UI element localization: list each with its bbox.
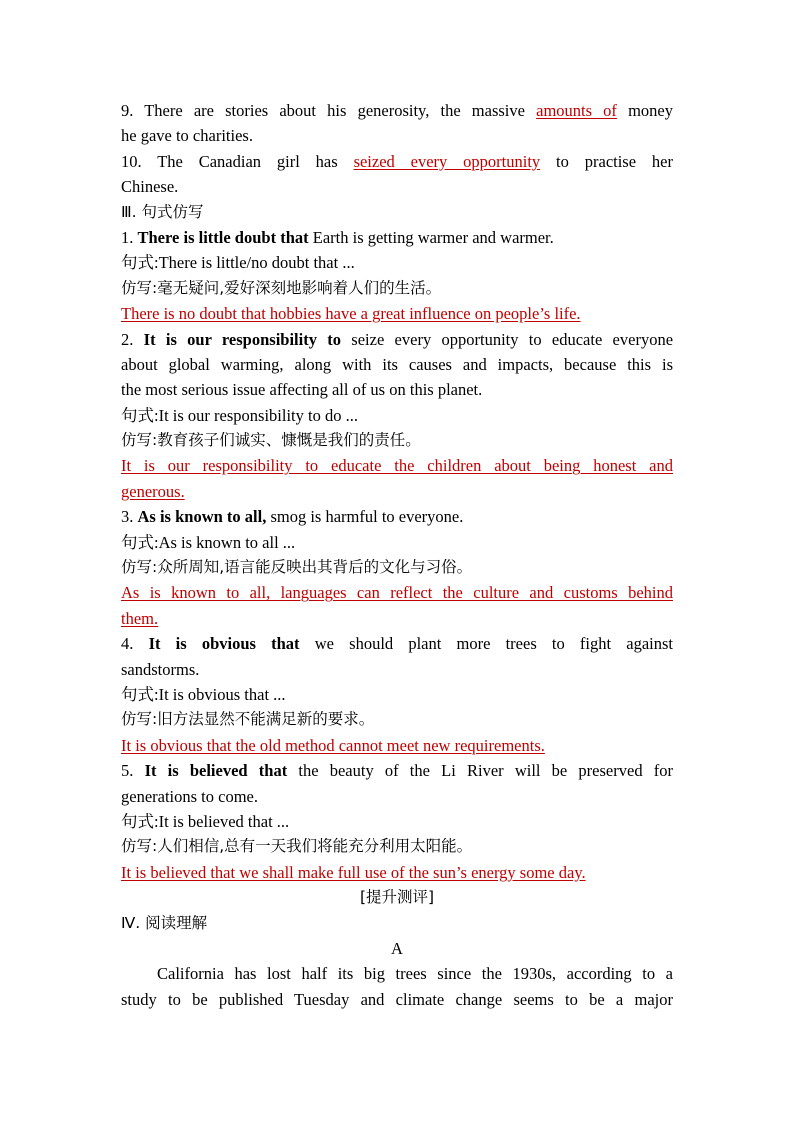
sentence-2-answer-line-1: It is our responsibility to educate the children about being honest and [121,456,673,476]
sentence-4-line-1: 4. It is obvious that we should plant more trees to fight against [121,634,673,654]
sentence-2-answer-line-2: generous. [121,481,185,501]
sentence-2-line-2: about global warming, along with its causes and impacts, because this is [121,354,673,374]
sentence-2-line-3: the most serious issue affecting all of us on this planet. [121,380,483,400]
passage-label: A [391,938,403,958]
sentence-1-pattern: 句式:There is little/no doubt that ... [121,253,355,273]
sentence-5-line-2: generations to come. [121,786,258,806]
sentence-1-prompt: 仿写:毫无疑问,爱好深刻地影响着人们的生活。 [121,278,442,297]
sentence-5-prompt: 仿写:人们相信,总有一天我们将能充分利用太阳能。 [121,837,473,856]
item-9-line-2: he gave to charities. [121,126,253,146]
section-3-heading: Ⅲ. 句式仿写 [121,202,204,221]
sentence-3-answer-line-1: As is known to all, languages can reflect the culture and customs behind [121,583,673,603]
section-4-heading: Ⅳ. 阅读理解 [121,913,208,932]
sentence-4-line-2: sandstorms. [121,659,200,679]
sentence-5-line-1: 5. It is believed that the beauty of the Li River will be preserved for [121,761,673,781]
sentence-3-prompt: 仿写:众所周知,语言能反映出其背后的文化与习俗。 [121,558,473,577]
sentence-3-pattern: 句式:As is known to all ... [121,532,296,552]
sentence-4-answer: It is obvious that the old method cannot meet new requirements. [121,735,545,755]
sentence-5-pattern: 句式:It is believed that ... [121,811,290,831]
sentence-1: 1. There is little doubt that Earth is getting warmer and warmer. [121,227,554,247]
sentence-2-prompt: 仿写:教育孩子们诚实、慷慨是我们的责任。 [121,431,421,450]
item-10-line-1: 10. The Canadian girl has seized every opportunity to practise her [121,151,673,171]
sentence-2-pattern: 句式:It is our responsibility to do ... [121,405,358,425]
sentence-3-answer-line-2: them. [121,608,159,628]
sentence-3: 3. As is known to all, smog is harmful to everyone. [121,507,464,527]
passage-line-2: study to be published Tuesday and climate change seems to be a major [121,989,673,1009]
item-9-answer: amounts of [536,101,617,120]
sentence-4-prompt: 仿写:旧方法显然不能满足新的要求。 [121,710,375,729]
assessment-title: [提升测评] [359,888,435,907]
sentence-4-pattern: 句式:It is obvious that ... [121,684,286,704]
sentence-2-line-1: 2. It is our responsibility to seize every opportunity to educate everyone [121,329,673,349]
item-9-line-1: 9. There are stories about his generosity, the massive amounts of money [121,101,673,120]
sentence-5-answer: It is believed that we shall make full use of the sun’s energy some day. [121,862,586,882]
passage-line-1: California has lost half its big trees since the 1930s, according to a [157,964,673,984]
item-10-answer: seized every opportunity [353,151,541,171]
sentence-1-answer: There is no doubt that hobbies have a great influence on people’s life. [121,304,581,324]
item-10-line-2: Chinese. [121,177,179,197]
